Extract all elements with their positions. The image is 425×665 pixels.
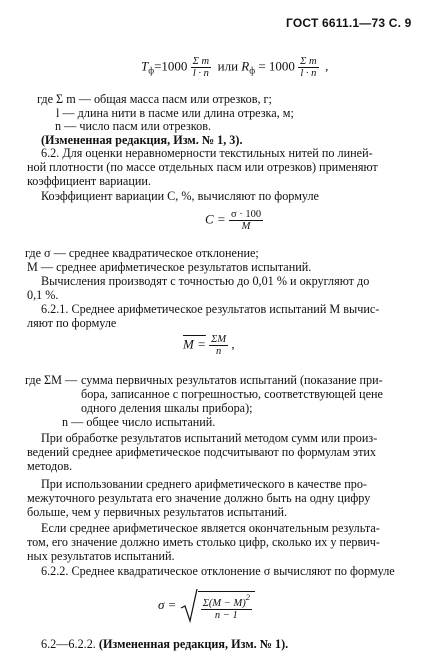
- fraction-rf: $\frac{\text{Σ m}}{l \cdot n}$: [300, 56, 317, 79]
- definition-line: n — число пасм или отрезков.: [55, 119, 212, 133]
- fraction-m: $\frac{\Sigma M}{n}$: [211, 334, 227, 357]
- paragraph-line: больше, чем у первичных результатов испытаний.: [27, 505, 288, 519]
- formula-c: C = $\frac{\sigma \cdot 100}{M}$: [205, 209, 262, 232]
- paragraph-line: коэффициент вариации.: [27, 174, 151, 188]
- paragraph-line: том, его значение должно иметь столько цифр, сколько их у первич-: [27, 535, 380, 549]
- definition-lead: где ΣM —: [25, 373, 78, 387]
- edition-note: (Измененная редакция, Изм. № 1, 3).: [41, 133, 243, 147]
- paragraph-line: ных результатов испытаний.: [27, 549, 175, 563]
- definition-line: где Σ m — общая масса пасм или отрезков, г;: [37, 92, 272, 106]
- square-root: [180, 588, 255, 624]
- edition-note: 6.2—6.2.2. (Измененная редакция, Изм. № 1).: [41, 637, 289, 651]
- paragraph-line: ведений среднее арифметическое подсчитывают по формулам этих: [27, 445, 377, 459]
- definition-line: n — общее число испытаний.: [62, 415, 216, 429]
- radical-sign-icon: [180, 588, 198, 624]
- definition-line: M — среднее арифметическое результатов испытаний.: [27, 260, 312, 274]
- paragraph-line: межуточного результата его значение должно быть на одну цифру: [27, 491, 371, 505]
- paragraph-line: 6.2. Для оценки неравномерности текстильных нитей по линей-: [41, 146, 373, 160]
- definition-line: l — длина нити в пасме или длина отрезка, м;: [56, 106, 294, 120]
- definition-line: где σ — среднее квадратическое отклонение;: [25, 246, 259, 260]
- paragraph-line: ляют по формуле: [27, 316, 117, 330]
- definition-line: бора, записанное с погрешностью, соответствующей цене: [81, 387, 383, 401]
- page-header: ГОСТ 6611.1—73 С. 9: [286, 16, 412, 30]
- fraction-c: $\frac{\sigma \cdot 100}{M}$: [230, 209, 262, 232]
- definition-line: сумма первичных результатов испытаний (показание при-: [81, 373, 383, 387]
- fraction-sigma: $\frac{\Sigma(M - M)^2}{n - 1}$: [202, 592, 250, 621]
- paragraph-line: При обработке результатов испытаний методом сумм или произ-: [41, 431, 378, 445]
- paragraph-line: Вычисления производят с точностью до 0,01 % и округляют до: [41, 274, 370, 288]
- formula-m: M = $\frac{\Sigma M}{n}$ ,: [183, 334, 235, 357]
- paragraph-line: 6.2.1. Среднее арифметическое результатов испытаний M вычис-: [41, 302, 380, 316]
- paragraph-line: ной плотности (по массе отдельных пасм или отрезков) применяют: [27, 160, 378, 174]
- formula-symbol-t: T: [141, 58, 149, 74]
- definition-line: одного деления шкалы прибора);: [81, 401, 253, 415]
- paragraph-line: Если среднее арифметическое является окончательным результа-: [41, 521, 380, 535]
- paragraph-line: 0,1 %.: [27, 288, 59, 302]
- paragraph-line: методов.: [27, 459, 73, 473]
- paragraph-line: При использовании среднего арифметического в качестве про-: [41, 477, 367, 491]
- fraction-tf: $\frac{\text{Σ m}}{l \cdot n}$: [192, 56, 210, 79]
- paragraph-line: 6.2.2. Среднее квадратическое отклонение σ вычисляют по формуле: [41, 564, 395, 578]
- formula-sigma: σ = $\frac{\Sigma(M - M)^2}{n - 1}$: [158, 588, 255, 624]
- paragraph-line: Коэффициент вариации C, %, вычисляют по формуле: [41, 189, 319, 203]
- formula-tf-rf: $T_ф=1000$ $\frac{\text{Σ m}}{l \cdot n}$ или $R_ф = 1000$ $\frac{\text{Σ m}}{l \cdot n}$ ,: [141, 56, 329, 79]
